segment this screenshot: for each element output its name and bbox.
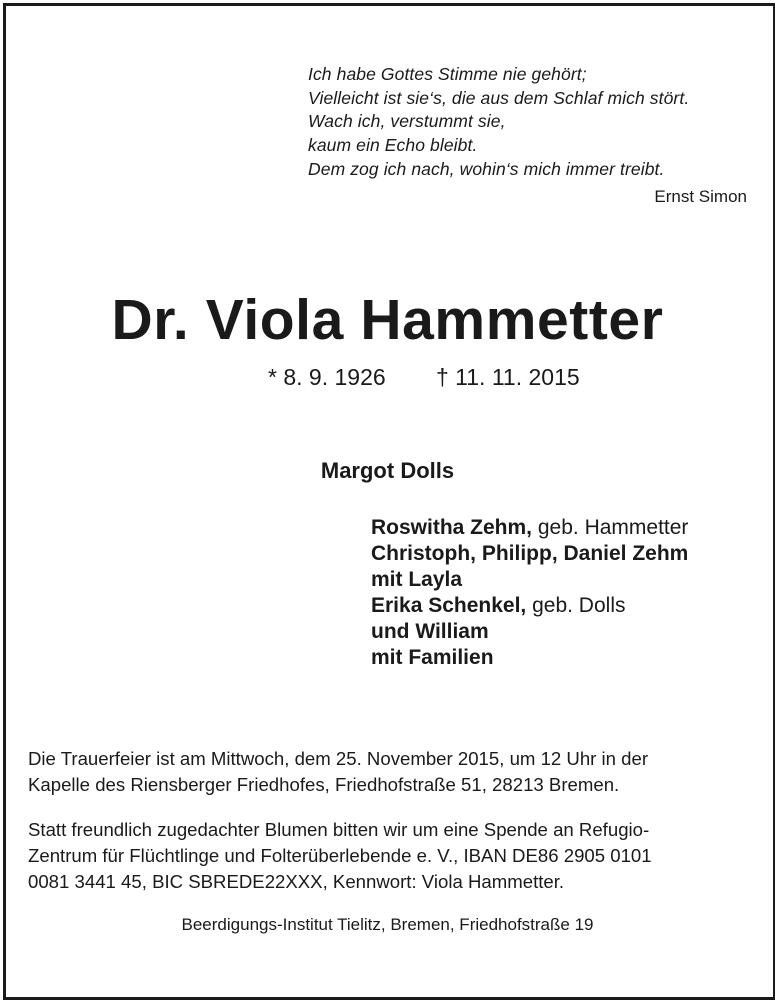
death-date: † 11. 11. 2015 — [436, 364, 580, 390]
poem-line: Dem zog ich nach, wohin‘s mich immer treibt. — [308, 158, 665, 179]
main-mourner: Margot Dolls — [320, 458, 455, 483]
family-list — [371, 515, 688, 671]
family-line: Erika Schenkel, geb. Dolls — [371, 594, 626, 617]
poem-line: Ich habe Gottes Stimme nie gehört; — [308, 64, 587, 84]
family-line: Christoph, Philipp, Daniel Zehm — [371, 542, 689, 565]
poem-author: Ernst Simon — [654, 187, 747, 206]
poem-line: Wach ich, verstummt sie, — [308, 111, 506, 132]
family-line: mit Familien — [371, 646, 494, 669]
funeral-home: Beerdigungs-Institut Tielitz, Bremen, Friedhofstraße 19 — [181, 915, 594, 934]
poem-line: Vielleicht ist sie‘s, die aus dem Schlaf mich stört. — [308, 87, 690, 108]
family-line: und William — [371, 620, 489, 643]
deceased-name: Dr. Viola Hammetter — [111, 288, 664, 352]
poem-quote — [308, 63, 689, 182]
birth-date: * 8. 9. 1926 — [268, 364, 386, 390]
family-line: Roswitha Zehm, geb. Hammetter — [371, 516, 689, 539]
family-line: mit Layla — [371, 568, 463, 591]
donation-notice: Statt freundlich zugedachter Blumen bitten wir um eine Spende an Refugio- Zentrum für Flüchtlinge und Folterüberlebende e. V., IBAN DE86 2905 0101 0081 3441 45, BIC SBREDE22XXX, Kennwort: Viola Hammetter. — [28, 819, 652, 892]
poem-line: kaum ein Echo bleibt. — [308, 135, 478, 156]
funeral-notice: Die Trauerfeier ist am Mittwoch, dem 25. November 2015, um 12 Uhr in der Kapelle des Riensberger Friedhofes, Friedhofstraße 51, 28213 Bremen. — [28, 748, 649, 795]
